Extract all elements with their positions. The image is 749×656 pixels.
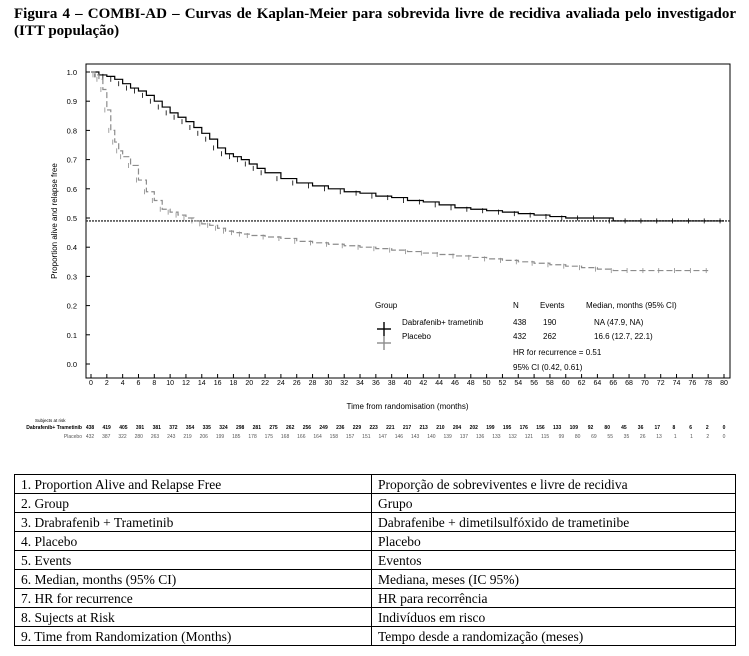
translation-portuguese: Eventos — [372, 551, 736, 570]
translation-english: 1. Proportion Alive and Relapse Free — [15, 475, 372, 494]
translation-english: 4. Placebo — [15, 532, 372, 551]
risk-value: 132 — [508, 434, 517, 440]
risk-value: 322 — [118, 434, 127, 440]
translation-row — [15, 494, 736, 513]
translation-row — [15, 627, 736, 646]
x-tick-label: 36 — [371, 380, 380, 387]
risk-value: 1 — [673, 434, 677, 440]
x-tick-label: 12 — [182, 380, 190, 387]
legend-events-value: 190 — [543, 318, 557, 327]
risk-value: 121 — [524, 434, 534, 440]
legend-n-value: 438 — [513, 318, 527, 327]
risk-value: 133 — [492, 434, 501, 440]
translation-row — [15, 608, 736, 627]
risk-value: 262 — [286, 425, 295, 431]
risk-value: 185 — [232, 434, 241, 440]
translation-english: 2. Group — [15, 494, 372, 513]
risk-value: 2 — [706, 434, 710, 440]
x-tick-label: 52 — [498, 380, 507, 387]
translation-portuguese: HR para recorrência — [372, 589, 736, 608]
x-tick-label: 42 — [419, 380, 428, 387]
risk-value: 243 — [167, 434, 176, 440]
y-tick-label: 0.7 — [66, 155, 77, 165]
risk-value: 438 — [85, 425, 95, 431]
y-tick-label: 0.0 — [66, 360, 77, 369]
x-tick-label: 16 — [213, 380, 222, 387]
hr-text: HR for recurrence = 0.51 — [513, 348, 602, 357]
risk-value: 36 — [637, 425, 644, 431]
x-tick-label: 78 — [704, 380, 713, 387]
x-tick-label: 64 — [593, 380, 602, 387]
y-tick-label: 1.0 — [66, 68, 77, 77]
risk-value: 158 — [329, 434, 339, 440]
risk-value: 176 — [519, 425, 528, 431]
y-tick-label: 0.3 — [66, 272, 77, 282]
x-tick-label: 46 — [451, 380, 459, 387]
legend-median-header: Median, months (95% CI) — [586, 301, 677, 310]
translation-english: 7. HR for recurrence — [15, 589, 372, 608]
risk-value: 229 — [352, 425, 362, 431]
risk-value: 324 — [219, 425, 228, 431]
risk-value: 206 — [199, 434, 208, 440]
risk-value: 280 — [134, 434, 143, 440]
x-tick-label: 26 — [292, 380, 301, 387]
risk-value: 157 — [345, 434, 355, 440]
risk-value: 210 — [436, 425, 445, 431]
risk-value: 175 — [264, 434, 273, 440]
legend-median-value: 16.6 (12.7, 22.1) — [594, 332, 653, 341]
risk-value: 17 — [654, 425, 661, 431]
risk-value: 213 — [419, 425, 428, 431]
x-tick-label: 72 — [656, 380, 665, 387]
translation-portuguese: Tempo desde a randomização (meses) — [372, 627, 736, 646]
risk-value: 204 — [452, 425, 462, 431]
y-tick-label: 0.5 — [66, 214, 77, 223]
x-tick-label: 22 — [261, 380, 269, 387]
x-tick-label: 48 — [466, 380, 475, 387]
risk-value: 202 — [469, 425, 478, 431]
x-tick-label: 30 — [324, 380, 333, 387]
x-tick-label: 80 — [720, 380, 728, 387]
risk-value: 249 — [319, 425, 328, 431]
risk-value: 391 — [135, 425, 145, 431]
legend-group-header: Group — [375, 301, 398, 310]
x-tick-label: 4 — [120, 380, 125, 387]
risk-value: 372 — [169, 425, 178, 431]
y-tick-label: 0.6 — [66, 184, 77, 194]
legend-n-value: 432 — [513, 332, 527, 341]
risk-value: 275 — [269, 425, 278, 431]
x-tick-label: 10 — [166, 380, 175, 387]
translation-table — [14, 474, 736, 646]
risk-value: 164 — [313, 434, 322, 440]
risk-value: 199 — [486, 425, 495, 431]
legend — [375, 301, 677, 372]
risk-value: 405 — [119, 425, 128, 431]
risk-value: 2 — [705, 425, 709, 431]
risk-value: 217 — [402, 425, 412, 431]
x-tick-label: 54 — [514, 380, 523, 387]
risk-value: 168 — [280, 434, 290, 440]
risk-value: 99 — [558, 434, 565, 440]
ci-text: 95% CI (0.42, 0.61) — [513, 363, 583, 372]
risk-value: 256 — [302, 425, 312, 431]
translation-portuguese: Dabrafenibe + dimetilsulfóxido de trametinibe — [372, 513, 736, 532]
risk-value: 432 — [85, 434, 95, 440]
translation-english: 9. Time from Randomization (Months) — [15, 627, 372, 646]
risk-value: 26 — [639, 434, 646, 440]
axes — [50, 64, 730, 411]
survival-curves — [91, 72, 724, 273]
y-tick-label: 0.8 — [66, 126, 77, 136]
x-tick-label: 20 — [245, 380, 254, 387]
x-tick-label: 28 — [308, 380, 317, 387]
translation-portuguese: Mediana, meses (IC 95%) — [372, 570, 736, 589]
x-tick-label: 38 — [387, 380, 396, 387]
translation-row — [15, 570, 736, 589]
x-tick-label: 8 — [152, 380, 157, 387]
x-tick-label: 34 — [356, 380, 364, 387]
translation-row — [15, 513, 736, 532]
legend-events-header: Events — [540, 301, 565, 310]
x-tick-label: 2 — [104, 380, 109, 387]
risk-row-label: Placebo — [63, 434, 82, 440]
legend-n-header: N — [513, 301, 519, 310]
risk-value: 133 — [552, 425, 562, 431]
risk-value: 69 — [591, 434, 597, 440]
risk-value: 1 — [690, 434, 693, 440]
figure-title: Figura 4 – COMBI-AD – Curvas de Kaplan-Meier para sobrevida livre de recidiva avaliada pelo investigador (ITT população) — [14, 6, 736, 39]
risk-value: 151 — [362, 434, 371, 440]
x-tick-label: 74 — [672, 380, 681, 387]
x-tick-label: 24 — [277, 380, 285, 387]
x-axis-label: Time from randomisation (months) — [346, 402, 469, 411]
risk-value: 178 — [248, 434, 257, 440]
translation-english: 3. Drabrafenib + Trametinib — [15, 513, 372, 532]
translation-english: 6. Median, months (95% CI) — [15, 570, 372, 589]
risk-value: 335 — [202, 425, 211, 431]
risk-value: 45 — [621, 425, 627, 431]
risk-value: 115 — [541, 434, 550, 440]
y-tick-label: 0.4 — [66, 243, 77, 253]
y-axis-label: Proportion alive and relapse free — [50, 163, 59, 279]
x-tick-label: 14 — [197, 380, 206, 387]
risk-value: 140 — [427, 434, 436, 440]
x-tick-label: 44 — [435, 380, 444, 387]
risk-value: 199 — [215, 434, 225, 440]
series-line-dabrafenib — [91, 72, 724, 221]
risk-value: 166 — [297, 434, 306, 440]
x-tick-label: 60 — [561, 380, 570, 387]
x-tick-label: 6 — [136, 380, 141, 387]
x-tick-label: 58 — [546, 380, 554, 387]
risk-value: 354 — [185, 425, 195, 431]
risk-value: 92 — [587, 425, 594, 431]
risk-value: 13 — [656, 434, 662, 440]
translation-row — [15, 589, 736, 608]
translation-portuguese: Placebo — [372, 532, 736, 551]
risk-table — [26, 418, 725, 440]
x-tick-label: 76 — [688, 380, 697, 387]
x-tick-label: 70 — [640, 380, 649, 387]
legend-series-name: Placebo — [402, 332, 431, 341]
translation-portuguese: Indivíduos em risco — [372, 608, 736, 627]
risk-value: 137 — [459, 434, 469, 440]
risk-row-label: Dabrafenib+ Trametinib — [26, 425, 82, 431]
risk-value: 223 — [369, 425, 378, 431]
x-tick-label: 18 — [229, 380, 238, 387]
risk-value: 298 — [235, 425, 245, 431]
x-tick-label: 56 — [530, 380, 538, 387]
risk-value: 221 — [386, 425, 395, 431]
y-tick-label: 0.1 — [66, 330, 77, 340]
risk-value: 109 — [569, 425, 579, 431]
risk-value: 6 — [689, 425, 693, 431]
translation-portuguese: Proporção de sobreviventes e livre de recidiva — [372, 475, 736, 494]
risk-value: 35 — [623, 434, 630, 440]
legend-median-value: NA (47.9, NA) — [594, 318, 644, 327]
x-tick-label: 40 — [403, 380, 412, 387]
risk-value: 0 — [722, 434, 726, 440]
risk-value: 381 — [152, 425, 161, 431]
risk-value: 8 — [672, 425, 676, 431]
x-tick-label: 32 — [340, 380, 349, 387]
risk-value: 136 — [475, 434, 485, 440]
risk-value: 146 — [394, 434, 404, 440]
x-tick-label: 68 — [625, 380, 633, 387]
risk-value: 387 — [102, 434, 111, 440]
risk-value: 263 — [150, 434, 160, 440]
translation-portuguese: Grupo — [372, 494, 736, 513]
series-line-placebo — [91, 72, 708, 271]
y-tick-label: 0.9 — [66, 97, 77, 107]
risk-value: 80 — [574, 434, 581, 440]
risk-value: 281 — [252, 425, 262, 431]
risk-value: 147 — [378, 434, 387, 440]
risk-value: 419 — [102, 425, 111, 431]
risk-value: 55 — [607, 434, 613, 440]
risk-value: 139 — [443, 434, 452, 440]
legend-series-name: Dabrafenib+ trametinib — [402, 318, 484, 327]
risk-table-header: Subjects at risk — [35, 418, 66, 423]
x-tick-label: 66 — [609, 380, 618, 387]
y-tick-label: 0.2 — [66, 301, 77, 311]
risk-value: 195 — [502, 425, 512, 431]
risk-value: 156 — [536, 425, 545, 431]
risk-value: 80 — [604, 425, 610, 431]
risk-value: 0 — [722, 425, 726, 431]
legend-events-value: 262 — [543, 332, 557, 341]
risk-value: 219 — [183, 434, 192, 440]
translation-row — [15, 475, 736, 494]
x-tick-label: 62 — [577, 380, 586, 387]
translation-row — [15, 532, 736, 551]
translation-row — [15, 551, 736, 570]
translation-english: 8. Sujects at Risk — [15, 608, 372, 627]
x-tick-label: 50 — [482, 380, 491, 387]
x-tick-label: 0 — [89, 380, 93, 387]
translation-english: 5. Events — [15, 551, 372, 570]
risk-value: 236 — [336, 425, 345, 431]
risk-value: 143 — [410, 434, 420, 440]
